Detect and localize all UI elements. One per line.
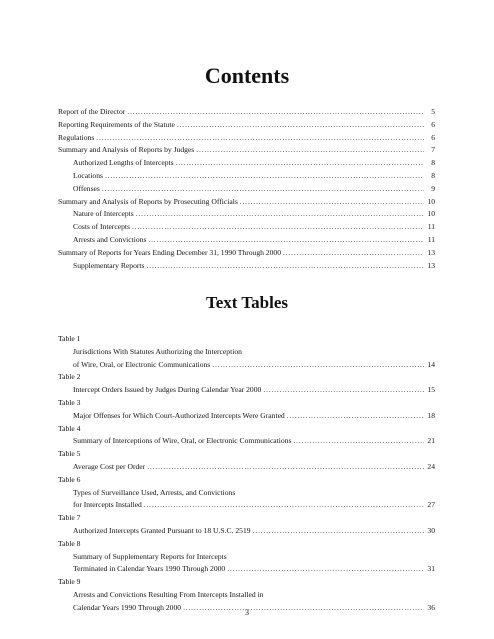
dot-leader (263, 384, 424, 397)
contents-heading: Contents (204, 63, 290, 88)
toc-entry-page: 13 (427, 247, 435, 257)
toc-entry-label: Summary of Reports for Years Ending December 31, 1990 Through 2000 (58, 247, 281, 257)
toc-entry-label: Locations (73, 170, 103, 180)
toc-entry-supplementary-reports[interactable] (58, 260, 435, 273)
toc-entry-table-2[interactable] (58, 384, 435, 397)
toc-entry-label: Supplementary Reports (73, 260, 145, 270)
table-title-line: Calendar Years 1990 Through 2000 (73, 602, 182, 612)
table-title-line: Authorized Intercepts Granted Pursuant to 18 U.S.C. 2519 (73, 525, 251, 535)
table-title-line: Summary of Supplementary Reports for Intercepts (73, 551, 227, 561)
toc-entry-table-8[interactable] (58, 563, 435, 576)
table-number: Table 6 (58, 474, 81, 484)
table-number: Table 9 (58, 577, 81, 587)
table-title-line: Arrests and Convictions Resulting From Intercepts Installed in (73, 589, 264, 599)
toc-entry-page: 21 (427, 436, 435, 446)
dot-leader (253, 525, 424, 538)
toc-entry-page: 36 (427, 602, 435, 612)
dot-leader (196, 144, 424, 157)
toc-entry-page: 30 (427, 525, 435, 535)
toc-entry-table-4[interactable] (58, 435, 435, 448)
table-title-line: Intercept Orders Issued by Judges During Calendar Year 2000 (73, 385, 262, 395)
toc-entry-page: 7 (431, 145, 435, 155)
table-title-line: Summary of Interceptions of Wire, Oral, or Electronic Communications (73, 436, 292, 446)
page-number: 3 (245, 608, 249, 617)
toc-entry-table-6[interactable] (58, 499, 435, 512)
toc-entry-label: Reporting Requirements of the Statute (58, 119, 175, 129)
dot-leader (147, 461, 424, 474)
dot-leader (227, 563, 424, 576)
toc-entry-label: Costs of Intercepts (73, 222, 130, 232)
toc-entry-offenses[interactable] (58, 183, 435, 196)
dot-leader (147, 260, 425, 273)
toc-entry-label: Regulations (58, 132, 95, 142)
toc-entry-table-5[interactable] (58, 461, 435, 474)
toc-entry-page: 6 (431, 132, 435, 142)
text-tables-list (58, 333, 435, 615)
table-number: Table 5 (58, 449, 81, 459)
toc-entry-reporting-requirements[interactable] (58, 119, 435, 132)
dot-leader (132, 221, 424, 234)
toc-entry-summary-1990-2000[interactable] (58, 247, 435, 260)
dot-leader (144, 499, 424, 512)
toc-entry-label: Offenses (73, 183, 100, 193)
text-tables-heading: Text Tables (205, 293, 289, 312)
table-title-line: Jurisdictions With Statutes Authorizing the Interception (73, 346, 242, 356)
toc-entry-label: Summary and Analysis of Reports by Prosecuting Officials (58, 196, 238, 206)
dot-leader (287, 410, 424, 423)
toc-entry-costs-of-intercepts[interactable] (58, 221, 435, 234)
toc-entry-page: 8 (431, 170, 435, 180)
toc-entry-table-1[interactable] (58, 359, 435, 372)
toc-entry-page: 18 (427, 410, 435, 420)
toc-entry-page: 24 (427, 461, 435, 471)
toc-entry-report-of-the-director[interactable] (58, 106, 435, 119)
toc-entry-page: 11 (427, 222, 435, 232)
toc-entry-page: 10 (427, 196, 435, 206)
dot-leader (148, 234, 424, 247)
toc-entry-arrests-and-convictions[interactable] (58, 234, 435, 247)
toc-entry-page: 31 (427, 564, 435, 574)
toc-entry-regulations[interactable] (58, 132, 435, 145)
dot-leader (127, 106, 424, 119)
dot-leader (177, 119, 424, 132)
toc-entry-locations[interactable] (58, 170, 435, 183)
table-number: Table 1 (58, 334, 81, 343)
contents-list (58, 106, 435, 272)
table-title-line: Types of Surveillance Used, Arrests, and Convictions (73, 487, 236, 497)
toc-entry-label: Authorized Lengths of Intercepts (73, 158, 174, 168)
toc-entry-page: 15 (427, 385, 435, 395)
dot-leader (105, 170, 424, 183)
dot-leader (176, 157, 424, 170)
table-title-line: Major Offenses for Which Court-Authorized Intercepts Were Granted (73, 410, 285, 420)
table-number: Table 2 (58, 372, 81, 382)
dot-leader (240, 196, 424, 209)
toc-entry-table-3[interactable] (58, 410, 435, 423)
table-number: Table 4 (58, 423, 81, 433)
table-number: Table 3 (58, 397, 81, 407)
table-title-line: Average Cost per Order (73, 461, 146, 471)
toc-entry-reports-by-prosecuting-officials[interactable] (58, 196, 435, 209)
toc-entry-page: 9 (431, 183, 435, 193)
table-title-line: Terminated in Calendar Years 1990 Through 2000 (73, 564, 226, 574)
table-number: Table 8 (58, 538, 81, 548)
toc-entry-page: 14 (427, 359, 435, 369)
toc-entry-authorized-lengths[interactable] (58, 157, 435, 170)
toc-entry-label: Report of the Director (58, 107, 126, 116)
table-number: Table 7 (58, 513, 81, 523)
toc-entry-label: Nature of Intercepts (73, 209, 134, 219)
toc-entry-page: 6 (431, 119, 435, 129)
toc-entry-table-7[interactable] (58, 525, 435, 538)
toc-entry-page: 8 (431, 158, 435, 168)
toc-entry-page: 27 (427, 500, 435, 510)
table-title-line: of Wire, Oral, or Electronic Communications (73, 359, 211, 369)
dot-leader (96, 132, 424, 145)
dot-leader (212, 359, 424, 372)
dot-leader (102, 183, 424, 196)
dot-leader (136, 208, 424, 221)
toc-entry-page: 13 (427, 260, 435, 270)
toc-entry-page: 5 (431, 107, 435, 116)
toc-entry-reports-by-judges[interactable] (58, 144, 435, 157)
dot-leader (293, 435, 424, 448)
table-title-line: for Intercepts Installed (73, 500, 142, 510)
toc-entry-nature-of-intercepts[interactable] (58, 208, 435, 221)
dot-leader (283, 247, 424, 260)
toc-entry-page: 11 (427, 234, 435, 244)
toc-entry-label: Summary and Analysis of Reports by Judges (58, 145, 195, 155)
toc-entry-page: 10 (427, 209, 435, 219)
toc-entry-label: Arrests and Convictions (73, 234, 147, 244)
